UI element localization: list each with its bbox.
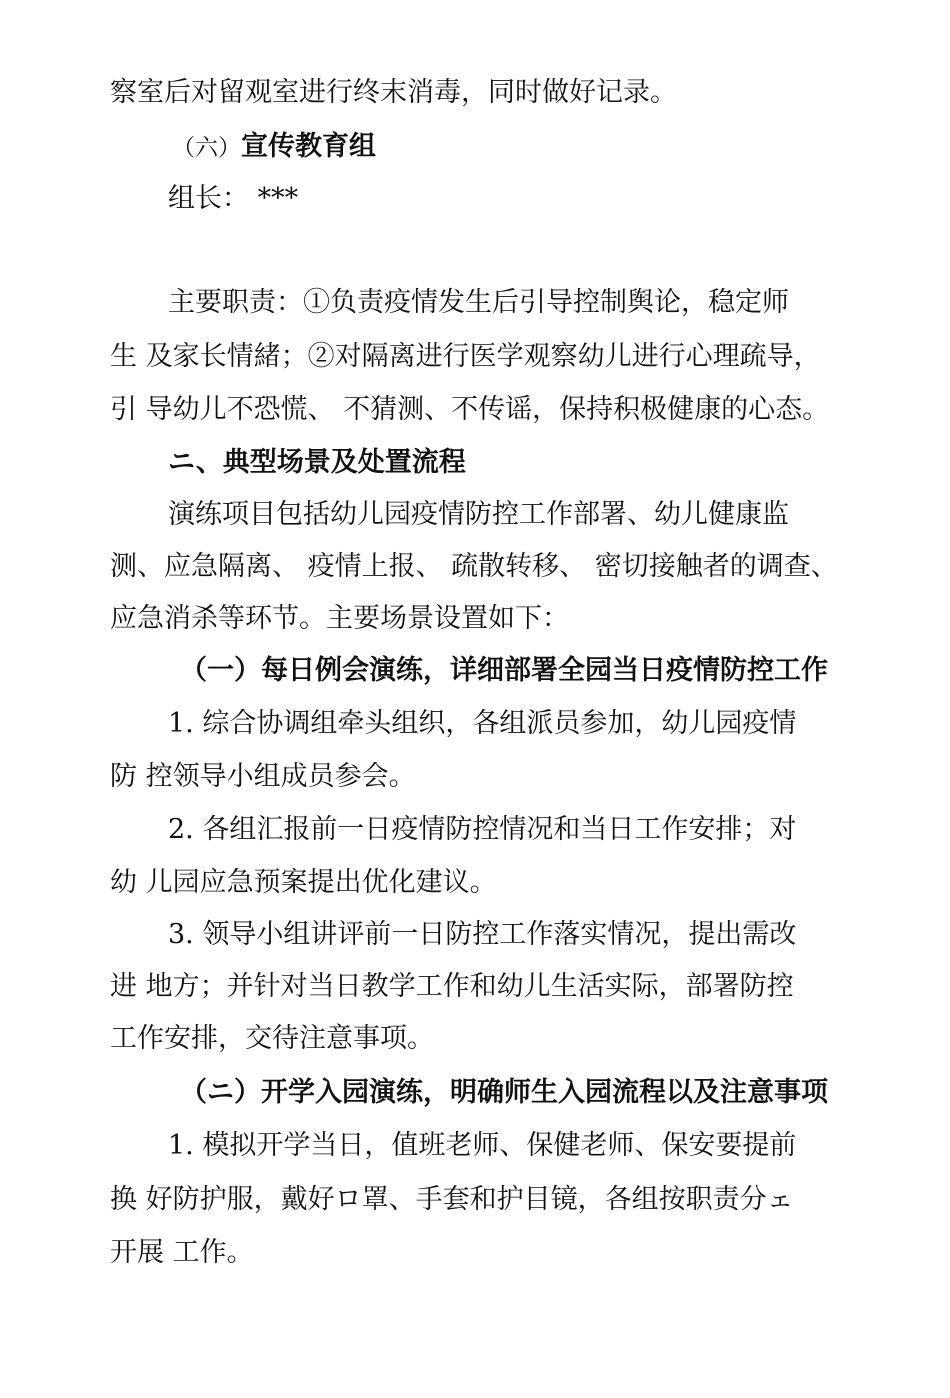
subsection-heading: （一）每日例会演练，详细部署全园当日疫情防控工作 — [180, 655, 828, 686]
list-item-line: 3. 领导小组讲评前一日防控工作落实情况，提出需改 — [168, 919, 797, 950]
list-item-line: 2. 各组汇报前一日疫情防控情况和当日工作安排；对 — [168, 814, 797, 845]
paragraph-line: 应急消杀等环节。主要场景设置如下： — [110, 603, 569, 634]
paragraph-line: 察室后对留观室进行终末消毒，同时做好记录。 — [110, 77, 677, 108]
paragraph-line: 生 及家长情緒；②对隔离进行医学观察幼儿进行心理疏导， — [110, 341, 821, 372]
paragraph-line: 测、应急隔离、 疫情上报、 疏散转移、 密切接触者的调查、 — [110, 551, 838, 582]
list-item-line: 换 好防护服，戴好ロ罩、手套和护目镜，各组按职责分ェ — [110, 1184, 794, 1215]
list-item-line: 开展 工作。 — [110, 1237, 254, 1268]
list-item-line: 防 控领导小组成员参会。 — [110, 761, 416, 792]
section-heading — [172, 130, 376, 165]
paragraph-line: 引 导幼儿不恐慌、 不猜测、不传谣，保持积极健康的心态。 — [110, 394, 830, 425]
section-number: （六） — [172, 135, 241, 161]
group-leader-line: 组长： *** — [168, 183, 299, 214]
subsection-heading: （ニ）开学入园演练，明确师生入园流程以及注意事项 — [180, 1077, 828, 1108]
list-item-line: 1. 综合协调组牵头组织，各组派员参加，幼儿园疫情 — [168, 708, 797, 739]
paragraph-line: 演练项目包括幼儿园疫情防控工作部署、幼儿健康监 — [168, 499, 789, 530]
section-title: 宣传教育组 — [241, 131, 376, 162]
list-item-line: 1. 模拟开学当日，值班老师、保健老师、保安要提前 — [168, 1130, 797, 1161]
list-item-line: 工作安排，交待注意事项。 — [110, 1023, 434, 1054]
chapter-heading: ニ、典型场景及处置流程 — [168, 447, 466, 478]
list-item-line: 幼 儿园应急预案提出优化建议。 — [110, 867, 497, 898]
paragraph-line: 主要职责：①负责疫情发生后引导控制舆论，稳定师 — [168, 287, 789, 318]
list-item-line: 进 地方；并针对当日教学工作和幼儿生活实际，部署防控 — [110, 971, 794, 1002]
